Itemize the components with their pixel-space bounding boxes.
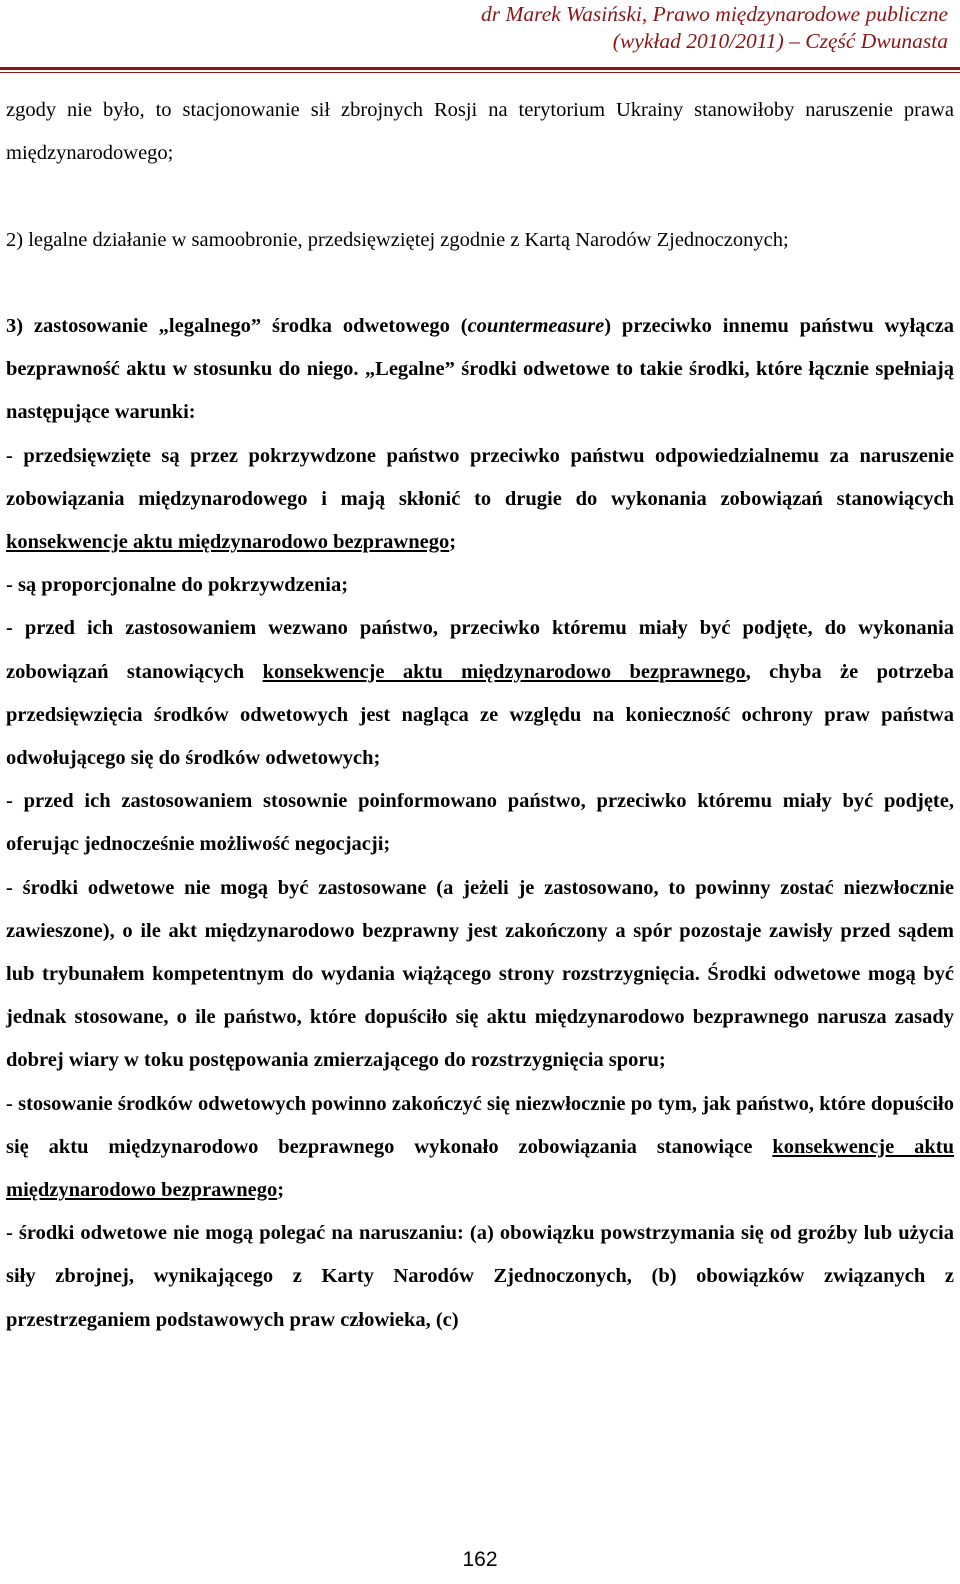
condition-item: - środki odwetowe nie mogą być zastosowane (a jeżeli je zastosowano, to powinny zostać niezwłocznie zawieszone), o ile akt międzynarodowo bezprawny jest zakończony a spór pozostaje zawisły przed sądem lub trybunałem kompetentnym do wydania wiążącego strony rozstrzygnięcia. Środki odwetowe mogą być jednak stosowane, o ile państwo, które dopuściło się aktu międzynarodowo bezprawnego narusza zasady dobrej wiary w toku postępowania zmierzającego do rozstrzygnięcia sporu; xyxy=(6,876,954,1072)
condition-item: - są proporcjonalne do pokrzywdzenia; xyxy=(6,574,349,597)
text-run: ; xyxy=(277,1179,285,1202)
text-run: - stosowanie środków odwetowych powinno zakończyć się niezwłocznie po tym, jak państwo, które dopuściło się aktu międzynarodowo bezprawnego wykonało zobowiązania stanowiące xyxy=(6,1092,954,1158)
paragraph-rosja-ukraina: zgody nie było, to stacjonowanie sił zbrojnych Rosji na terytorium Ukrainy stanowiłoby naruszenie prawa międzynarodowego; xyxy=(6,99,954,165)
condition-item xyxy=(6,607,954,780)
condition-item xyxy=(6,1083,954,1213)
text-run: , chyba że potrzeba przedsięwzięcia środków odwetowych jest nagląca ze względu na konieczność ochrony praw państwa odwołującego się do środków odwetowych; xyxy=(6,660,954,770)
paragraph-gap xyxy=(6,175,954,218)
condition-item xyxy=(6,435,954,565)
text-run: ) przeciwko innemu państwu wyłącza bezprawność aktu w stosunku do niego. „Legalne” środki odwetowe to takie środki, które łącznie spełniają następujące warunki: xyxy=(6,314,954,424)
header-rule-thin xyxy=(0,72,960,73)
header-rule-thick xyxy=(0,67,960,70)
paragraph-gap xyxy=(6,262,954,305)
text-run: - przed ich zastosowaniem wezwano państwo, przeciwko któremu miały być podjęte, do wykonania zobowiązań stanowiących xyxy=(6,617,954,683)
document-body xyxy=(6,89,954,1342)
text-run: 3) zastosowanie „legalnego” środka odwetowego ( xyxy=(6,314,468,337)
text-run: - przedsięwzięte są przez pokrzywdzone państwo przeciwko państwu odpowiedzialnemu za naruszenie zobowiązania międzynarodowego i mają skłonić to drugie do wykonania zobowiązań stanowiących xyxy=(6,444,954,510)
page-number: 162 xyxy=(462,1548,498,1571)
underlined-term: konsekwencje aktu międzynarodowo bezprawnego xyxy=(262,660,746,683)
underlined-term: konsekwencje aktu międzynarodowo bezprawnego xyxy=(6,531,450,553)
paragraph-samoobrona: 2) legalne działanie w samoobronie, przedsięwziętej zgodnie z Kartą Narodów Zjednoczonych; xyxy=(6,228,789,251)
underlined-term: konsekwencje aktu międzynarodowo bezprawnego xyxy=(6,1135,954,1202)
paragraph-srodek-odwetowy xyxy=(6,305,954,435)
condition-item: - środki odwetowe nie mogą polegać na naruszaniu: (a) obowiązku powstrzymania się od groźby lub użycia siły zbrojnej, wynikającego z Karty Narodów Zjednoczonych, (b) obowiązków związanych z przestrzeganiem podstawowych praw człowieka, (c) xyxy=(6,1222,954,1331)
header-title-line-2: (wykład 2010/2011) – Część Dwunasta xyxy=(612,29,948,53)
text-run: ; xyxy=(449,531,457,553)
text-run-italic: countermeasure xyxy=(467,314,605,337)
condition-item: - przed ich zastosowaniem stosownie poinformowano państwo, przeciwko któremu miały być podjęte, oferując jednocześnie możliwość negocjacji; xyxy=(6,790,954,856)
page-header xyxy=(0,0,960,66)
header-title-line-1: dr Marek Wasiński, Prawo międzynarodowe publiczne xyxy=(481,2,948,26)
